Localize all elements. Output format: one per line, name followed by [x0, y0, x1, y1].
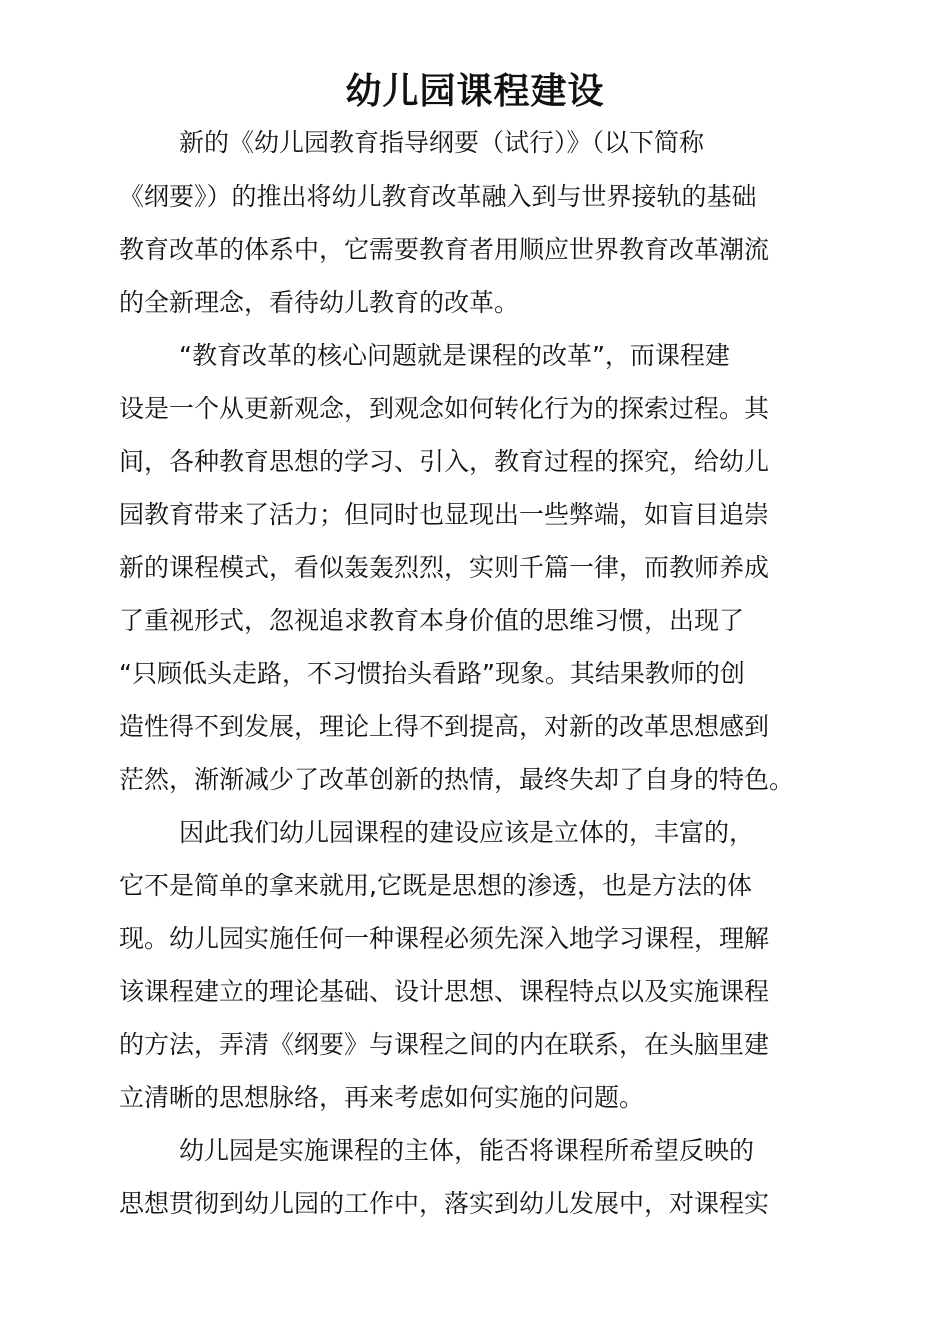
text-line: 它不是简单的拿来就用,它既是思想的渗透，也是方法的体 [119, 871, 752, 900]
text-line: 茫然，渐渐减少了改革创新的热情，最终失却了自身的特色。 [119, 765, 795, 794]
text-line: 《纲要》）的推出将幼儿教育改革融入到与世界接轨的基础 [119, 182, 757, 211]
text-line: 幼儿园是实施课程的主体，能否将课程所希望反映的 [179, 1136, 755, 1165]
text-line: 设是一个从更新观念，到观念如何转化行为的探索过程。其 [119, 394, 770, 423]
page-title: 幼儿园课程建设 [345, 71, 605, 112]
text-line: 新的《幼儿园教育指导纲要（试行）》（以下简称 [179, 128, 705, 157]
text-line: 的全新理念，看待幼儿教育的改革。 [119, 288, 520, 317]
text-line: 园教育带来了活力；但同时也显现出一些弊端，如盲目追崇 [119, 500, 770, 529]
text-line: 思想贯彻到幼儿园的工作中，落实到幼儿发展中，对课程实 [119, 1189, 770, 1218]
text-line: 的方法，弄清《纲要》与课程之间的内在联系，在头脑里建 [119, 1030, 770, 1059]
text-line: “教育改革的核心问题就是课程的改革”，而课程建 [179, 341, 730, 370]
text-line: 因此我们幼儿园课程的建设应该是立体的，丰富的， [179, 818, 755, 847]
text-line: 现。幼儿园实施任何一种课程必须先深入地学习课程，理解 [119, 924, 770, 953]
text-line: 造性得不到发展，理论上得不到提高，对新的改革思想感到 [119, 712, 770, 741]
text-line: “只顾低头走路，不习惯抬头看路”现象。其结果教师的创 [119, 659, 745, 688]
text-line: 立清晰的思想脉络，再来考虑如何实施的问题。 [119, 1083, 645, 1112]
text-line: 新的课程模式，看似轰轰烈烈，实则千篇一律，而教师养成 [119, 553, 770, 582]
text-line: 该课程建立的理论基础、设计思想、课程特点以及实施课程 [119, 977, 770, 1006]
text-line: 了重视形式，忽视追求教育本身价值的思维习惯，出现了 [119, 606, 745, 635]
text-line: 教育改革的体系中，它需要教育者用顺应世界教育改革潮流 [119, 235, 770, 264]
text-line: 间，各种教育思想的学习、引入，教育过程的探究，给幼儿 [119, 447, 770, 476]
